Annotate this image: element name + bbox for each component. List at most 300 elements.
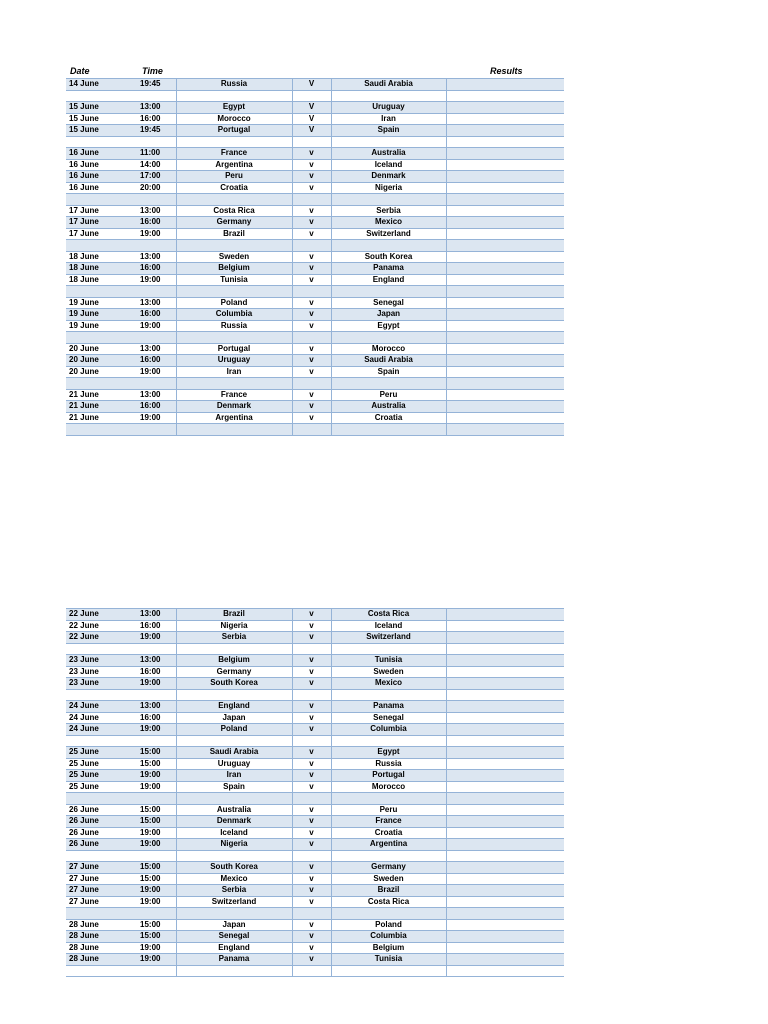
versus: v	[292, 632, 331, 644]
away-team	[331, 378, 446, 390]
fixture-row	[66, 401, 564, 413]
away-team: Germany	[331, 862, 446, 874]
versus: V	[292, 125, 331, 137]
versus	[292, 90, 331, 102]
match-time: 15:00	[137, 919, 176, 931]
home-team	[176, 424, 292, 436]
match-date: 26 June	[66, 816, 137, 828]
result-cell[interactable]	[446, 205, 564, 217]
away-team: Mexico	[331, 678, 446, 690]
match-date: 26 June	[66, 804, 137, 816]
away-team: Mexico	[331, 217, 446, 229]
result-cell[interactable]	[446, 79, 564, 91]
home-team: Poland	[176, 297, 292, 309]
match-date: 24 June	[66, 712, 137, 724]
result-cell[interactable]	[446, 217, 564, 229]
match-time: 19:00	[137, 412, 176, 424]
away-team: Senegal	[331, 297, 446, 309]
versus: v	[292, 770, 331, 782]
versus	[292, 850, 331, 862]
result-cell[interactable]	[446, 113, 564, 125]
match-time: 19:00	[137, 839, 176, 851]
away-team	[331, 136, 446, 148]
result-cell[interactable]	[446, 343, 564, 355]
home-team: Argentina	[176, 412, 292, 424]
result-cell[interactable]	[446, 689, 564, 701]
versus: v	[292, 320, 331, 332]
result-cell[interactable]	[446, 378, 564, 390]
home-team: Uruguay	[176, 355, 292, 367]
versus: v	[292, 309, 331, 321]
match-time: 15:00	[137, 758, 176, 770]
match-date: 20 June	[66, 366, 137, 378]
home-team	[176, 643, 292, 655]
result-cell[interactable]	[446, 804, 564, 816]
versus: v	[292, 827, 331, 839]
versus: v	[292, 724, 331, 736]
away-team: Japan	[331, 309, 446, 321]
match-time: 15:00	[137, 862, 176, 874]
spacer-row	[66, 793, 564, 805]
result-cell[interactable]	[446, 228, 564, 240]
match-date: 25 June	[66, 770, 137, 782]
home-team: Russia	[176, 320, 292, 332]
away-team: Saudi Arabia	[331, 355, 446, 367]
match-date: 14 June	[66, 79, 137, 91]
away-team: Morocco	[331, 343, 446, 355]
away-team: Argentina	[331, 839, 446, 851]
home-team: Belgium	[176, 263, 292, 275]
versus: V	[292, 102, 331, 114]
away-team: Morocco	[331, 781, 446, 793]
versus: v	[292, 251, 331, 263]
away-team: Peru	[331, 389, 446, 401]
result-cell[interactable]	[446, 781, 564, 793]
away-team: Saudi Arabia	[331, 79, 446, 91]
result-cell[interactable]	[446, 240, 564, 252]
away-team: Nigeria	[331, 182, 446, 194]
fixture-row	[66, 885, 564, 897]
match-date: 27 June	[66, 896, 137, 908]
home-team: France	[176, 148, 292, 160]
result-cell[interactable]	[446, 896, 564, 908]
home-team	[176, 793, 292, 805]
home-team: South Korea	[176, 678, 292, 690]
away-team: France	[331, 816, 446, 828]
home-team: Portugal	[176, 125, 292, 137]
home-team: Uruguay	[176, 758, 292, 770]
match-time	[137, 793, 176, 805]
fixture-row	[66, 862, 564, 874]
match-time: 16:00	[137, 309, 176, 321]
match-date: 18 June	[66, 263, 137, 275]
match-time: 16:00	[137, 401, 176, 413]
away-team	[331, 689, 446, 701]
spacer-row	[66, 850, 564, 862]
match-time	[137, 240, 176, 252]
match-time: 13:00	[137, 251, 176, 263]
match-time	[137, 965, 176, 977]
home-team	[176, 332, 292, 344]
home-team: Brazil	[176, 609, 292, 621]
versus: v	[292, 182, 331, 194]
away-team: Brazil	[331, 885, 446, 897]
match-date: 19 June	[66, 320, 137, 332]
away-team: Croatia	[331, 827, 446, 839]
versus: v	[292, 931, 331, 943]
match-date: 16 June	[66, 148, 137, 160]
away-team: Australia	[331, 401, 446, 413]
fixture-row	[66, 919, 564, 931]
match-date: 25 June	[66, 781, 137, 793]
away-team: Australia	[331, 148, 446, 160]
versus: v	[292, 274, 331, 286]
away-team: Tunisia	[331, 954, 446, 966]
match-date: 21 June	[66, 389, 137, 401]
match-time: 13:00	[137, 655, 176, 667]
home-team: Germany	[176, 217, 292, 229]
fixture-row	[66, 355, 564, 367]
versus: v	[292, 343, 331, 355]
result-cell[interactable]	[446, 424, 564, 436]
match-time	[137, 908, 176, 920]
result-cell[interactable]	[446, 286, 564, 298]
home-team: Senegal	[176, 931, 292, 943]
match-time	[137, 850, 176, 862]
home-team: Australia	[176, 804, 292, 816]
away-team: Switzerland	[331, 228, 446, 240]
result-cell[interactable]	[446, 159, 564, 171]
result-cell[interactable]	[446, 747, 564, 759]
versus: v	[292, 159, 331, 171]
result-cell[interactable]	[446, 274, 564, 286]
match-date: 16 June	[66, 171, 137, 183]
result-cell[interactable]	[446, 850, 564, 862]
spacer-row	[66, 378, 564, 390]
result-cell[interactable]	[446, 816, 564, 828]
match-time	[137, 332, 176, 344]
away-team: Columbia	[331, 724, 446, 736]
result-cell[interactable]	[446, 839, 564, 851]
match-time	[137, 90, 176, 102]
versus: v	[292, 171, 331, 183]
home-team	[176, 90, 292, 102]
match-date: 20 June	[66, 343, 137, 355]
fixture-row	[66, 159, 564, 171]
versus: v	[292, 217, 331, 229]
match-time: 19:00	[137, 366, 176, 378]
versus: v	[292, 297, 331, 309]
fixture-row	[66, 148, 564, 160]
spacer-row	[66, 689, 564, 701]
column-headers	[66, 66, 564, 78]
result-cell[interactable]	[446, 770, 564, 782]
match-time: 19:00	[137, 228, 176, 240]
result-cell[interactable]	[446, 712, 564, 724]
fixture-row	[66, 251, 564, 263]
away-team	[331, 90, 446, 102]
result-cell[interactable]	[446, 102, 564, 114]
match-date: 24 June	[66, 701, 137, 713]
home-team	[176, 240, 292, 252]
result-cell[interactable]	[446, 297, 564, 309]
away-team: Columbia	[331, 931, 446, 943]
match-time	[137, 194, 176, 206]
match-date	[66, 194, 137, 206]
home-team: Spain	[176, 781, 292, 793]
home-team: Morocco	[176, 113, 292, 125]
fixture-row	[66, 804, 564, 816]
match-date	[66, 240, 137, 252]
home-team	[176, 908, 292, 920]
result-cell[interactable]	[446, 873, 564, 885]
versus: v	[292, 896, 331, 908]
result-cell[interactable]	[446, 182, 564, 194]
fixture-row	[66, 389, 564, 401]
home-team: Iran	[176, 770, 292, 782]
result-cell[interactable]	[446, 355, 564, 367]
fixture-row	[66, 758, 564, 770]
versus: v	[292, 781, 331, 793]
versus: v	[292, 839, 331, 851]
match-time: 16:00	[137, 712, 176, 724]
home-team	[176, 286, 292, 298]
result-cell[interactable]	[446, 194, 564, 206]
match-time	[137, 136, 176, 148]
versus	[292, 194, 331, 206]
home-team: Tunisia	[176, 274, 292, 286]
match-date	[66, 793, 137, 805]
fixture-row	[66, 274, 564, 286]
result-cell[interactable]	[446, 701, 564, 713]
result-cell[interactable]	[446, 148, 564, 160]
versus	[292, 643, 331, 655]
match-time: 17:00	[137, 171, 176, 183]
match-date	[66, 850, 137, 862]
match-date: 24 June	[66, 724, 137, 736]
match-date: 23 June	[66, 655, 137, 667]
match-date: 15 June	[66, 125, 137, 137]
match-date: 27 June	[66, 873, 137, 885]
fixture-row	[66, 896, 564, 908]
fixture-row	[66, 79, 564, 91]
match-date: 22 June	[66, 609, 137, 621]
match-time: 13:00	[137, 297, 176, 309]
match-date: 23 June	[66, 666, 137, 678]
result-cell[interactable]	[446, 620, 564, 632]
match-time: 16:00	[137, 620, 176, 632]
match-date: 28 June	[66, 954, 137, 966]
match-time: 15:00	[137, 931, 176, 943]
result-cell[interactable]	[446, 320, 564, 332]
result-cell[interactable]	[446, 793, 564, 805]
result-cell[interactable]	[446, 171, 564, 183]
versus: v	[292, 412, 331, 424]
fixture-row	[66, 770, 564, 782]
spacer-row	[66, 908, 564, 920]
match-date: 17 June	[66, 228, 137, 240]
result-cell[interactable]	[446, 632, 564, 644]
away-team	[331, 965, 446, 977]
result-cell[interactable]	[446, 136, 564, 148]
home-team	[176, 194, 292, 206]
away-team: Denmark	[331, 171, 446, 183]
away-team: Poland	[331, 919, 446, 931]
fixture-row	[66, 712, 564, 724]
match-date: 26 June	[66, 839, 137, 851]
match-time: 19:00	[137, 781, 176, 793]
fixture-row	[66, 171, 564, 183]
match-time: 13:00	[137, 701, 176, 713]
versus	[292, 332, 331, 344]
result-cell[interactable]	[446, 942, 564, 954]
fixture-row	[66, 412, 564, 424]
home-team: Peru	[176, 171, 292, 183]
away-team: Spain	[331, 366, 446, 378]
home-team	[176, 136, 292, 148]
match-time: 20:00	[137, 182, 176, 194]
match-time: 13:00	[137, 102, 176, 114]
versus: v	[292, 816, 331, 828]
away-team: Costa Rica	[331, 609, 446, 621]
result-cell[interactable]	[446, 954, 564, 966]
match-time: 16:00	[137, 355, 176, 367]
result-cell[interactable]	[446, 263, 564, 275]
result-cell[interactable]	[446, 735, 564, 747]
match-date: 28 June	[66, 919, 137, 931]
home-team: Sweden	[176, 251, 292, 263]
match-date: 25 June	[66, 747, 137, 759]
fixture-row	[66, 781, 564, 793]
versus: v	[292, 228, 331, 240]
fixture-row	[66, 309, 564, 321]
match-time	[137, 286, 176, 298]
match-date: 15 June	[66, 102, 137, 114]
versus	[292, 424, 331, 436]
result-cell[interactable]	[446, 366, 564, 378]
match-date: 25 June	[66, 758, 137, 770]
away-team: Serbia	[331, 205, 446, 217]
home-team	[176, 378, 292, 390]
result-cell[interactable]	[446, 919, 564, 931]
result-cell[interactable]	[446, 724, 564, 736]
match-time	[137, 378, 176, 390]
away-team: Portugal	[331, 770, 446, 782]
fixture-row	[66, 954, 564, 966]
home-team: Brazil	[176, 228, 292, 240]
result-cell[interactable]	[446, 931, 564, 943]
away-team: Egypt	[331, 320, 446, 332]
match-date: 23 June	[66, 678, 137, 690]
away-team: Tunisia	[331, 655, 446, 667]
home-team	[176, 735, 292, 747]
away-team: Sweden	[331, 873, 446, 885]
away-team: England	[331, 274, 446, 286]
result-cell[interactable]	[446, 401, 564, 413]
away-team: Iran	[331, 113, 446, 125]
versus: v	[292, 389, 331, 401]
match-date	[66, 90, 137, 102]
match-date: 17 June	[66, 205, 137, 217]
result-cell[interactable]	[446, 758, 564, 770]
result-cell[interactable]	[446, 389, 564, 401]
result-cell[interactable]	[446, 655, 564, 667]
match-date: 27 June	[66, 885, 137, 897]
result-cell[interactable]	[446, 251, 564, 263]
result-cell[interactable]	[446, 309, 564, 321]
match-time	[137, 689, 176, 701]
match-date: 18 June	[66, 251, 137, 263]
match-date: 20 June	[66, 355, 137, 367]
result-cell[interactable]	[446, 965, 564, 977]
fixture-row	[66, 827, 564, 839]
match-date	[66, 735, 137, 747]
match-time: 19:00	[137, 896, 176, 908]
match-time: 19:45	[137, 79, 176, 91]
away-team: South Korea	[331, 251, 446, 263]
fixture-row	[66, 320, 564, 332]
fixture-row	[66, 655, 564, 667]
result-cell[interactable]	[446, 827, 564, 839]
versus	[292, 793, 331, 805]
fixture-row	[66, 666, 564, 678]
result-cell[interactable]	[446, 412, 564, 424]
away-team: Russia	[331, 758, 446, 770]
result-cell[interactable]	[446, 609, 564, 621]
versus: v	[292, 666, 331, 678]
away-team	[331, 240, 446, 252]
result-cell[interactable]	[446, 862, 564, 874]
match-time: 15:00	[137, 873, 176, 885]
match-date: 16 June	[66, 182, 137, 194]
match-date: 22 June	[66, 632, 137, 644]
versus: v	[292, 263, 331, 275]
versus: V	[292, 113, 331, 125]
result-cell[interactable]	[446, 885, 564, 897]
result-cell[interactable]	[446, 908, 564, 920]
versus: v	[292, 758, 331, 770]
match-date	[66, 908, 137, 920]
home-team: Mexico	[176, 873, 292, 885]
home-team: Panama	[176, 954, 292, 966]
fixture-row	[66, 182, 564, 194]
result-cell[interactable]	[446, 643, 564, 655]
match-date: 21 June	[66, 412, 137, 424]
versus: V	[292, 79, 331, 91]
header-results: Results	[490, 66, 523, 76]
home-team	[176, 689, 292, 701]
away-team: Iceland	[331, 159, 446, 171]
result-cell[interactable]	[446, 332, 564, 344]
match-date	[66, 965, 137, 977]
result-cell[interactable]	[446, 678, 564, 690]
versus: v	[292, 954, 331, 966]
versus: v	[292, 678, 331, 690]
home-team: Denmark	[176, 816, 292, 828]
versus: v	[292, 873, 331, 885]
spacer-row	[66, 286, 564, 298]
match-time: 13:00	[137, 343, 176, 355]
fixture-row	[66, 839, 564, 851]
home-team: Russia	[176, 79, 292, 91]
result-cell[interactable]	[446, 666, 564, 678]
versus: v	[292, 366, 331, 378]
match-time: 15:00	[137, 747, 176, 759]
home-team: Costa Rica	[176, 205, 292, 217]
match-time: 19:00	[137, 770, 176, 782]
result-cell[interactable]	[446, 125, 564, 137]
result-cell[interactable]	[446, 90, 564, 102]
